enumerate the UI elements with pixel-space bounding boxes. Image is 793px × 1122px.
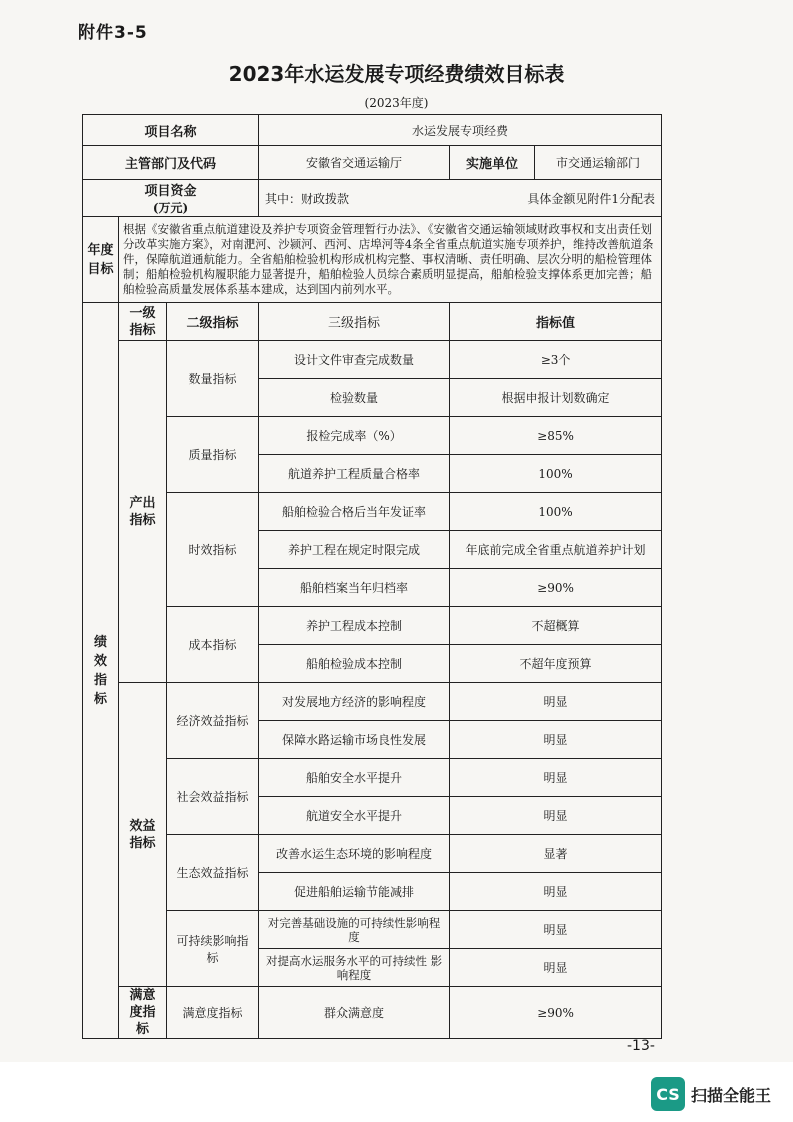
row-name: 对发展地方经济的影响程度 bbox=[259, 683, 450, 721]
table-row bbox=[83, 759, 662, 797]
row-value: 明显 bbox=[450, 759, 662, 797]
table-row bbox=[83, 417, 662, 455]
row-value: ≥90% bbox=[450, 987, 662, 1039]
table-row bbox=[83, 607, 662, 645]
page-title: 2023年水运发展专项经费绩效目标表 bbox=[228, 62, 565, 86]
annual-goal-label bbox=[83, 217, 119, 303]
indicator-header-row bbox=[83, 303, 662, 341]
row-value: ≥85% bbox=[450, 417, 662, 455]
col-level3-header: 三级指标 bbox=[259, 303, 450, 341]
table-row bbox=[83, 493, 662, 531]
project-name-label: 项目名称 bbox=[83, 115, 259, 146]
dept-label: 主管部门及代码 bbox=[83, 146, 259, 180]
col-level2-header: 二级指标 bbox=[167, 303, 259, 341]
row-value: 100% bbox=[450, 455, 662, 493]
annual-goal-text: 根据《安徽省重点航道建设及养护专项资金管理暂行办法》、《安徽省交通运输领域财政事权和支出责任划分改革实施方案》，对南淝河、沙颍河、西河、店埠河等4条全省重点航道实施专项养护，维持改善航道条件，保障航道通航能力。全省船舶检验机构形成机构完整、事权清晰、责任明确、层次分明的船检管理体制；船舶检验机构履职能力显著提升，船舶检验人员综合素质明显提高，船舶检验支撑体系更加完善；船舶检验高质量发展体系基本建成，达到国内前列水平。 bbox=[119, 217, 662, 303]
row-value: 年底前完成全省重点航道养护计划 bbox=[450, 531, 662, 569]
attachment-label: 附件3-5 bbox=[78, 23, 148, 43]
row-name: 群众满意度 bbox=[259, 987, 450, 1039]
group-economic: 经济效益指标 bbox=[167, 683, 259, 759]
funds-label-line2: (万元) bbox=[152, 201, 189, 215]
row-name: 对完善基础设施的可持续性影响程度 bbox=[259, 911, 450, 949]
row-value: 显著 bbox=[450, 835, 662, 873]
scanner-logo-icon: CS bbox=[651, 1077, 685, 1111]
group-quantity: 数量指标 bbox=[167, 341, 259, 417]
dept-row bbox=[83, 146, 662, 180]
group-ecological: 生态效益指标 bbox=[167, 835, 259, 911]
benefit-indicator-label bbox=[119, 683, 167, 987]
table-row bbox=[83, 911, 662, 949]
table-row bbox=[83, 987, 662, 1039]
annual-goal-row bbox=[83, 217, 662, 303]
row-name: 船舶检验合格后当年发证率 bbox=[259, 493, 450, 531]
row-name: 保障水路运输市场良性发展 bbox=[259, 721, 450, 759]
row-value: 明显 bbox=[450, 683, 662, 721]
funds-value bbox=[259, 180, 662, 217]
scanner-watermark bbox=[651, 1076, 771, 1112]
funds-row bbox=[83, 180, 662, 217]
perf-indicator-label bbox=[83, 303, 119, 1039]
row-value: 明显 bbox=[450, 911, 662, 949]
scanner-watermark-text: 扫描全能王 bbox=[691, 1085, 772, 1105]
row-name: 对提高水运服务水平的可持续性 影响程度 bbox=[259, 949, 450, 987]
row-name: 改善水运生态环境的影响程度 bbox=[259, 835, 450, 873]
dept-value: 安徽省交通运输厅 bbox=[259, 146, 450, 180]
row-name: 船舶检验成本控制 bbox=[259, 645, 450, 683]
table-row bbox=[83, 341, 662, 379]
funds-note: 具体金额见附件1分配表 bbox=[527, 191, 656, 206]
row-value: 明显 bbox=[450, 721, 662, 759]
output-indicator-text: 产出指标 bbox=[129, 495, 156, 528]
project-name-value: 水运发展专项经费 bbox=[259, 115, 662, 146]
row-name: 设计文件审查完成数量 bbox=[259, 341, 450, 379]
satisfaction-indicator-label bbox=[119, 987, 167, 1039]
row-value: 明显 bbox=[450, 873, 662, 911]
row-value: ≥3个 bbox=[450, 341, 662, 379]
group-sustainable: 可持续影响指标 bbox=[167, 911, 259, 987]
funds-label bbox=[83, 180, 259, 217]
row-value: 不超概算 bbox=[450, 607, 662, 645]
group-satisfaction: 满意度指标 bbox=[167, 987, 259, 1039]
col-level1-header bbox=[119, 303, 167, 341]
row-value: 根据申报计划数确定 bbox=[450, 379, 662, 417]
row-name: 养护工程在规定时限完成 bbox=[259, 531, 450, 569]
table-row bbox=[83, 835, 662, 873]
year-note: (2023年度) bbox=[364, 96, 429, 110]
group-social: 社会效益指标 bbox=[167, 759, 259, 835]
perf-indicator-text: 绩效指标 bbox=[93, 634, 107, 707]
project-name-row bbox=[83, 115, 662, 146]
satisfaction-indicator-text: 满意度指标 bbox=[129, 988, 156, 1037]
group-cost: 成本指标 bbox=[167, 607, 259, 683]
group-timeliness: 时效指标 bbox=[167, 493, 259, 607]
annual-goal-label-line2: 目标 bbox=[87, 261, 114, 277]
funds-label-line1: 项目资金 bbox=[144, 184, 197, 199]
row-value: 明显 bbox=[450, 797, 662, 835]
col-value-header: 指标值 bbox=[450, 303, 662, 341]
impl-value: 市交通运输部门 bbox=[535, 146, 662, 180]
row-name: 检验数量 bbox=[259, 379, 450, 417]
col-level1-text: 一级指标 bbox=[129, 305, 156, 338]
row-value: 明显 bbox=[450, 949, 662, 987]
row-name: 航道养护工程质量合格率 bbox=[259, 455, 450, 493]
row-value: 不超年度预算 bbox=[450, 645, 662, 683]
page-number: -13- bbox=[627, 1038, 655, 1054]
table-row bbox=[83, 683, 662, 721]
performance-target-table bbox=[82, 114, 662, 1039]
row-name: 报检完成率（%） bbox=[259, 417, 450, 455]
row-name: 促进船舶运输节能减排 bbox=[259, 873, 450, 911]
row-name: 航道安全水平提升 bbox=[259, 797, 450, 835]
row-name: 养护工程成本控制 bbox=[259, 607, 450, 645]
row-value: 100% bbox=[450, 493, 662, 531]
row-name: 船舶档案当年归档率 bbox=[259, 569, 450, 607]
row-name: 船舶安全水平提升 bbox=[259, 759, 450, 797]
group-quality: 质量指标 bbox=[167, 417, 259, 493]
annual-goal-label-line1: 年度 bbox=[87, 242, 114, 258]
funds-source: 其中：财政拨款 bbox=[265, 191, 350, 206]
output-indicator-label bbox=[119, 341, 167, 683]
benefit-indicator-text: 效益指标 bbox=[129, 818, 156, 851]
row-value: ≥90% bbox=[450, 569, 662, 607]
impl-label: 实施单位 bbox=[450, 146, 535, 180]
